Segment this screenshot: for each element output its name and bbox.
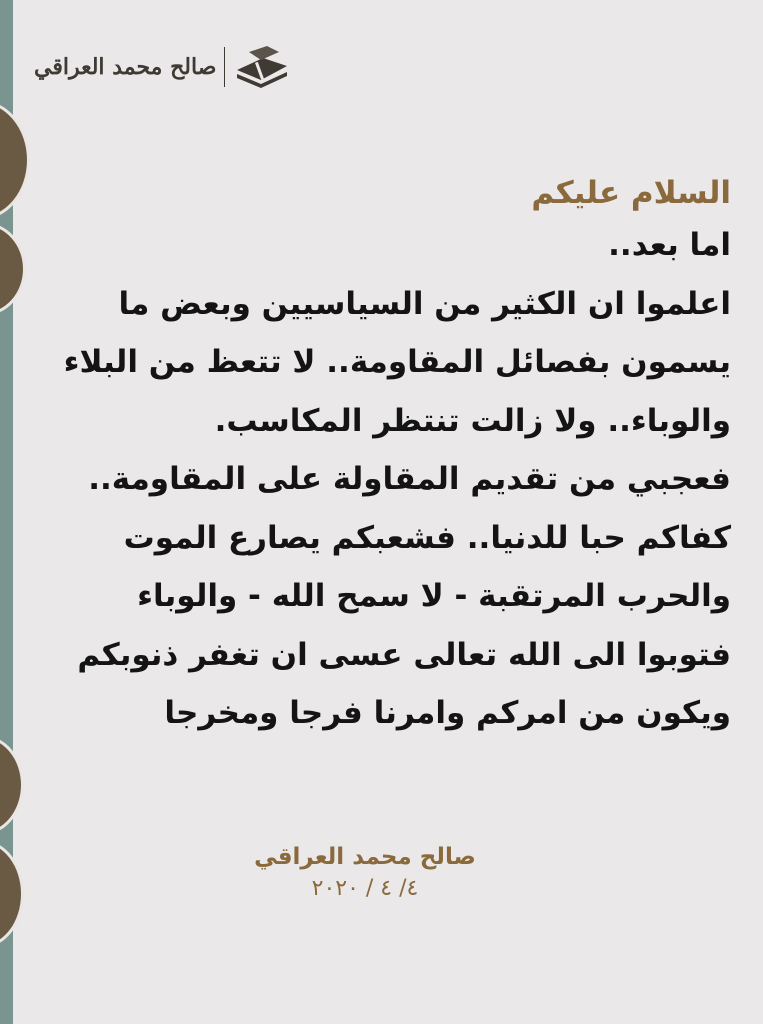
header-logo	[34, 40, 291, 94]
message-line: ويكون من امركم وامرنا فرجا ومخرجا	[164, 695, 731, 731]
signature-name: صالح محمد العراقي	[254, 844, 476, 870]
message-line: يسمون بفصائل المقاومة.. لا تتعظ من البلاء	[63, 344, 731, 380]
message-body	[31, 170, 731, 743]
decorative-circle	[0, 100, 30, 220]
message-line: فتوبوا الى الله تعالى عسى ان تغفر ذنوبكم	[77, 636, 731, 673]
logo-divider	[224, 47, 225, 87]
greeting: السلام عليكم	[531, 175, 731, 211]
book-icon	[233, 44, 291, 90]
signature-date: ٤/ ٤ / ٢٠٢٠	[311, 876, 419, 901]
decorative-circle	[0, 222, 26, 316]
message-line: والوباء.. ولا زالت تنتظر المكاسب.	[214, 402, 731, 439]
logo-calligraphy: صالح محمد العراقي	[34, 54, 217, 80]
message-line: اما بعد..	[608, 227, 731, 263]
message-line: كفاكم حبا للدنيا.. فشعبكم يصارع الموت	[123, 519, 731, 556]
message-line: والحرب المرتقبة - لا سمح الله - والوباء	[137, 578, 731, 614]
message-line: اعلموا ان الكثير من السياسيين وبعض ما	[118, 285, 731, 322]
message-line: فعجبي من تقديم المقاولة على المقاومة..	[88, 461, 731, 497]
signature-block	[165, 840, 565, 904]
